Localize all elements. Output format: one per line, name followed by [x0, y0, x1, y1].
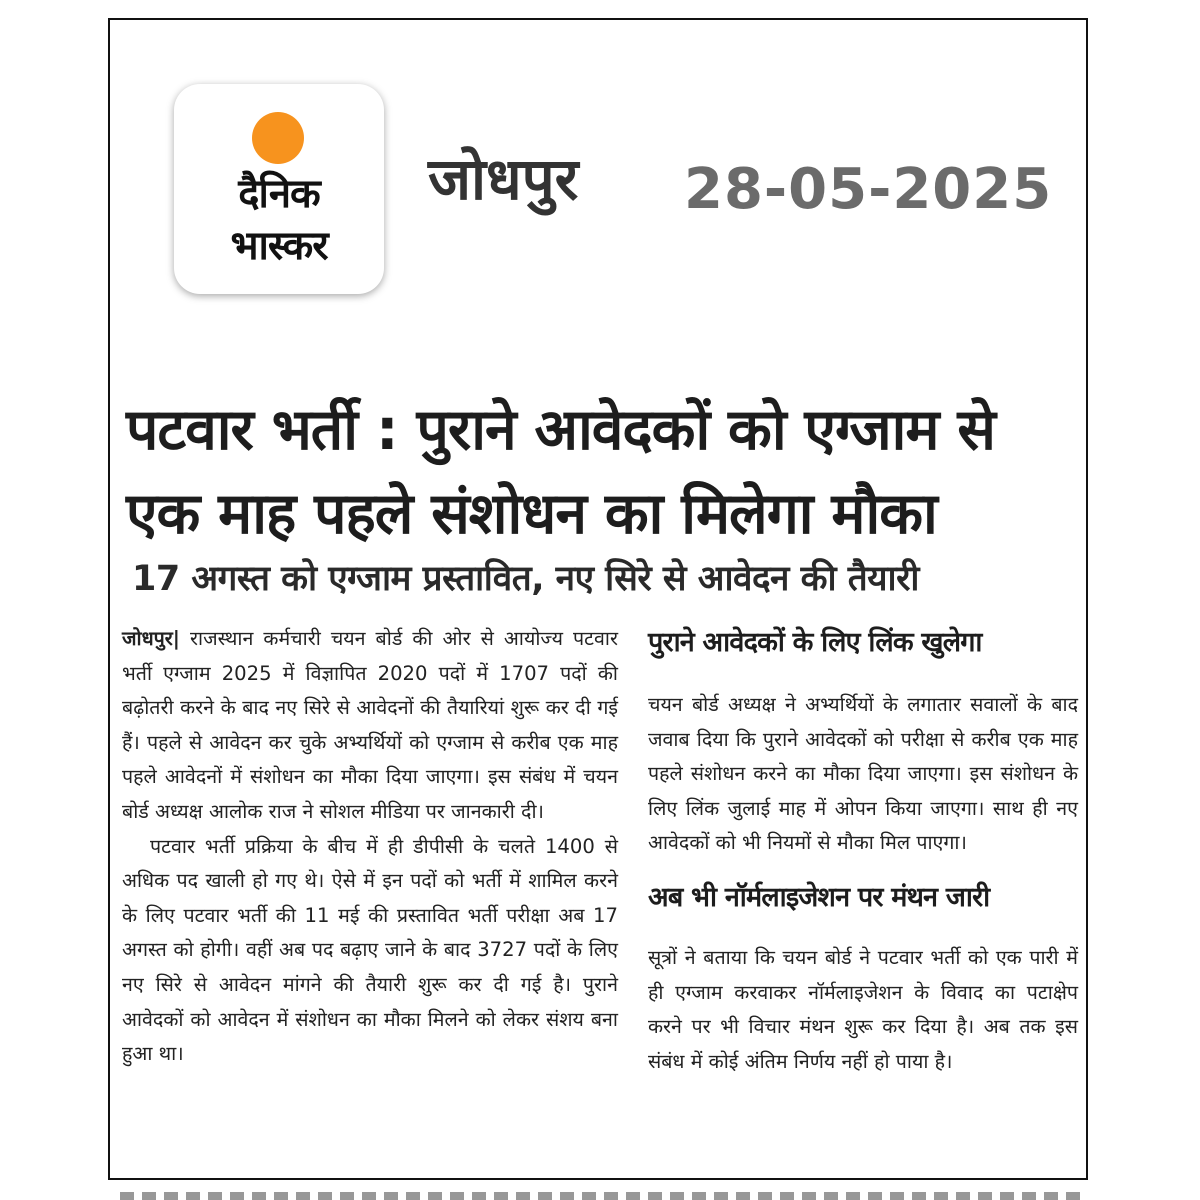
article-headline — [126, 388, 1076, 556]
edition-date: 28-05-2025 — [684, 157, 1053, 222]
article-left-column — [122, 622, 618, 1072]
edition-city: जोधपुर — [428, 145, 579, 213]
cut-off-text-strip — [120, 1192, 1080, 1200]
paragraph-2: पटवार भर्ती प्रक्रिया के बीच में ही डीपीसी के चलते 1400 से अधिक पद खाली हो गए थे। ऐसे में इन पदों को भर्ती में शामिल करने के लिए पटवार भर्ती की 11 मई की प्रस्तावित भर्ती परीक्षा अब 17 अगस्त को होगी। वहीं अब पद बढ़ाए जाने के बाद 3727 पदों के लिए नए सिरे से आवेदन मांगने की तैयारी शुरू कर दी गई है। पुराने आवेदकों को आवेदन में संशोधन का मौका मिलने को लेकर संशय बना हुआ था। — [122, 834, 618, 1066]
paragraph-4: सूत्रों ने बताया कि चयन बोर्ड ने पटवार भर्ती को एक पारी में ही एग्जाम करवाकर नॉर्मलाइजेशन के विवाद का पटाक्षेप करने पर भी विचार मंथन शुरू कर दिया है। अब तक इस संबंध में कोई अंतिम निर्णय नहीं हो पाया है। — [648, 945, 1078, 1073]
article-right-column — [648, 620, 1078, 1079]
paragraph-1 — [122, 622, 618, 830]
headline-line-2: एक माह पहले संशोधन का मिलेगा मौका — [126, 481, 937, 547]
dateline: जोधपुर| — [122, 627, 180, 650]
logo-text-line2: भास्कर — [230, 223, 328, 269]
headline-line-1: पटवार भर्ती : पुराने आवेदकों को एग्जाम से — [126, 397, 995, 463]
article-subheadline: 17 अगस्त को एग्जाम प्रस्तावित, नए सिरे से आवेदन की तैयारी — [132, 559, 919, 599]
paragraph-3: चयन बोर्ड अध्यक्ष ने अभ्यर्थियों के लगातार सवालों के बाद जवाब दिया कि पुराने आवेदकों को परीक्षा से करीब एक माह पहले संशोधन करने का मौका दिया जाएगा। इस संशोधन के लिए लिंक जुलाई माह में ओपन किया जाएगा। साथ ही नए आवेदकों को भी नियमों से मौका मिल पाएगा। — [648, 693, 1078, 855]
sun-logo-icon — [252, 112, 304, 164]
subheading-link-opens: पुराने आवेदकों के लिए लिंक खुलेगा — [648, 627, 982, 658]
paragraph-1-text: राजस्थान कर्मचारी चयन बोर्ड की ओर से आयोज्य पटवार भर्ती एग्जाम 2025 में विज्ञापित 2020 पदों में 1707 पदों की बढ़ोतरी करने के बाद नए सिरे से आवेदनों की तैयारियां शुरू कर दी गई हैं। पहले से आवेदन कर चुके अभ्यर्थियों को एग्जाम से करीब एक माह पहले आवेदनों में संशोधन का मौका दिया जाएगा। इस संबंध में चयन बोर्ड अध्यक्ष आलोक राज ने सोशल मीडिया पर जानकारी दी। — [122, 627, 618, 823]
subheading-normalization: अब भी नॉर्मलाइजेशन पर मंथन जारी — [648, 881, 990, 913]
logo-text-line1: दैनिक — [238, 171, 320, 217]
dainik-bhaskar-logo — [174, 84, 384, 294]
